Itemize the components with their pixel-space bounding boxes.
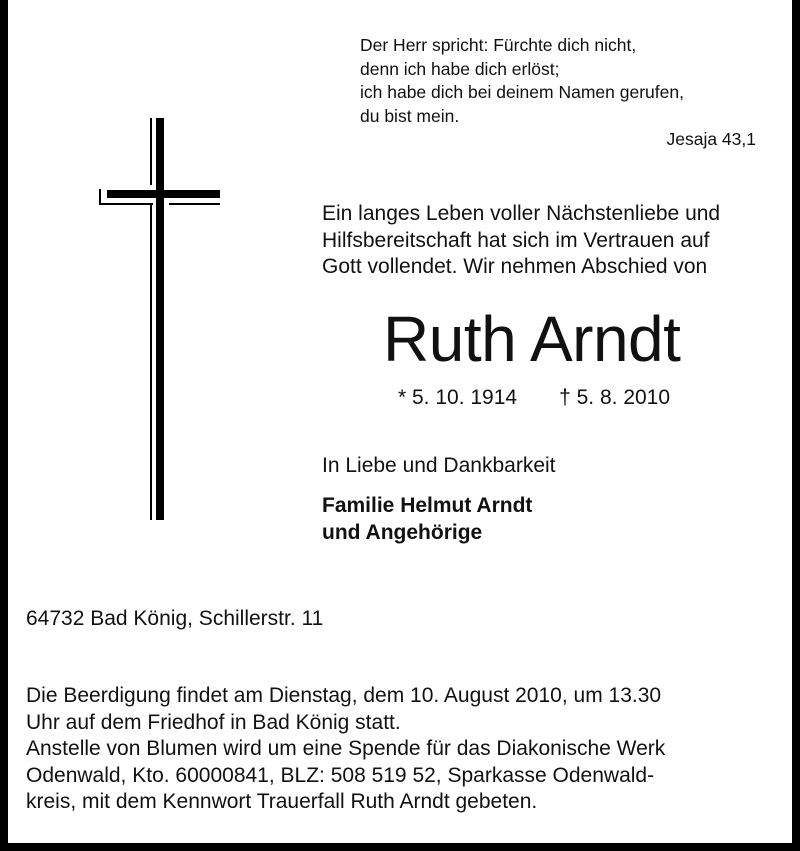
address: 64732 Bad König, Schillerstr. 11 bbox=[26, 607, 324, 630]
funeral-line: kreis, mit dem Kennwort Trauerfall Ruth Arndt gebeten. bbox=[26, 790, 538, 813]
thanks-line: In Liebe und Dankbarkeit bbox=[322, 454, 556, 477]
intro-line: Ein langes Leben voller Nächstenliebe und bbox=[322, 202, 721, 225]
birth-date: * 5. 10. 1914 bbox=[398, 386, 518, 409]
verse-source: Jesaja 43,1 bbox=[666, 129, 756, 149]
funeral-line: Uhr auf dem Friedhof in Bad König statt. bbox=[26, 710, 401, 734]
deceased-name: Ruth Arndt bbox=[383, 303, 681, 375]
intro-line: Gott vollendet. Wir nehmen Abschied von bbox=[322, 255, 708, 278]
bible-verse bbox=[360, 34, 684, 128]
death-date: † 5. 8. 2010 bbox=[559, 386, 671, 409]
funeral-line: Odenwald, Kto. 60000841, BLZ: 508 519 52, Sparkasse Odenwald- bbox=[26, 763, 655, 787]
verse-line: ich habe dich bei deinem Namen gerufen, bbox=[360, 82, 684, 102]
mourner-line: und Angehörige bbox=[322, 521, 483, 544]
verse-line: du bist mein. bbox=[360, 105, 460, 126]
life-dates bbox=[398, 386, 712, 410]
mourners bbox=[322, 492, 532, 546]
funeral-line: Anstelle von Blumen wird um eine Spende für das Diakonische Werk bbox=[26, 737, 666, 760]
mourner-line: Familie Helmut Arndt bbox=[322, 494, 533, 517]
intro-line: Hilfsbereitschaft hat sich im Vertrauen auf bbox=[322, 228, 710, 252]
funeral-line: Die Beerdigung findet am Dienstag, dem 10. August 2010, um 13.30 bbox=[26, 684, 662, 707]
verse-line: Der Herr spricht: Fürchte dich nicht, bbox=[360, 35, 637, 55]
funeral-info bbox=[26, 683, 665, 816]
verse-line: denn ich habe dich erlöst; bbox=[360, 58, 560, 79]
intro-text bbox=[322, 201, 720, 281]
